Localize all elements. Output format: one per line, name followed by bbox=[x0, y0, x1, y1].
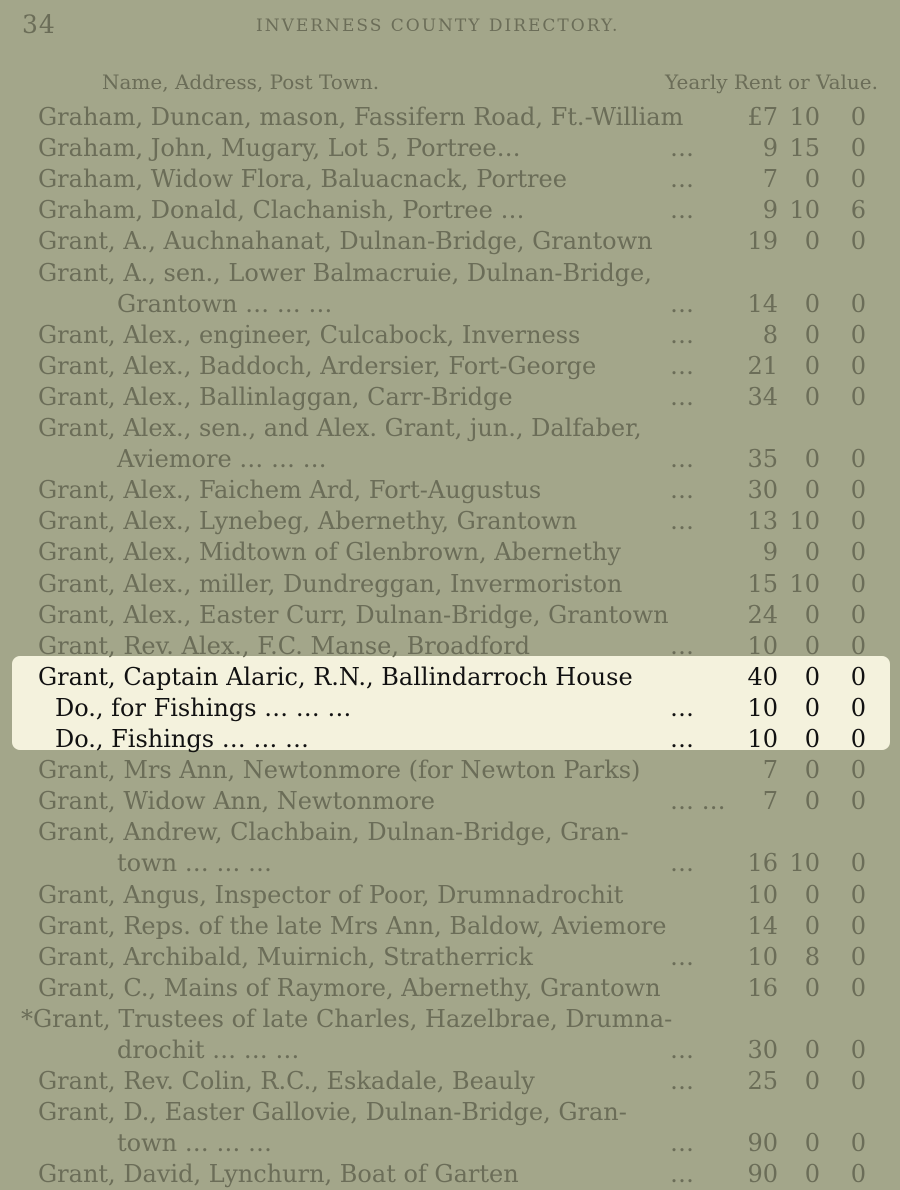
entry-name: *Grant, Trustees of late Charles, Hazelbrae, Drumna- bbox=[21, 1004, 673, 1033]
rent-shillings: 0 bbox=[804, 1129, 820, 1158]
rent-shillings: 0 bbox=[804, 600, 820, 629]
rent-pence: 0 bbox=[850, 1067, 866, 1096]
rent-pounds: 13 bbox=[747, 507, 778, 536]
directory-row bbox=[0, 351, 900, 382]
rent-shillings: 15 bbox=[789, 134, 820, 163]
rent-shillings: 10 bbox=[789, 196, 820, 225]
entry-name: drochit … … … bbox=[117, 1036, 300, 1064]
directory-row bbox=[0, 1097, 900, 1128]
directory-row bbox=[0, 693, 900, 724]
directory-row bbox=[0, 258, 900, 289]
leader-dots: … bbox=[670, 1129, 694, 1158]
rent-pounds: 10 bbox=[747, 942, 778, 971]
rent-pence: 6 bbox=[850, 196, 866, 225]
leader-dots: … bbox=[670, 134, 694, 163]
rent-pence: 0 bbox=[850, 600, 866, 629]
directory-row bbox=[0, 164, 900, 195]
rent-shillings: 0 bbox=[804, 693, 820, 722]
rent-pence: 0 bbox=[850, 103, 866, 131]
directory-row bbox=[0, 817, 900, 848]
directory-row bbox=[0, 942, 900, 973]
entry-rent bbox=[738, 1035, 878, 1066]
leader-dots: … bbox=[670, 849, 694, 878]
rent-shillings: 0 bbox=[804, 165, 820, 194]
rent-pence: 0 bbox=[850, 1129, 866, 1158]
directory-row bbox=[0, 1004, 900, 1035]
entry-rent bbox=[738, 1066, 878, 1097]
directory-row bbox=[0, 786, 900, 817]
rent-pence: 0 bbox=[850, 662, 866, 691]
entry-rent bbox=[738, 942, 878, 973]
leader-dots: … bbox=[670, 476, 694, 505]
leader-dots: … bbox=[670, 1036, 694, 1064]
entry-rent bbox=[738, 786, 878, 817]
rent-shillings: 0 bbox=[804, 787, 820, 816]
directory-row bbox=[0, 880, 900, 911]
entry-rent bbox=[738, 351, 878, 382]
rent-pounds: 30 bbox=[747, 476, 778, 505]
rent-pounds: 21 bbox=[747, 351, 778, 380]
entry-rent bbox=[738, 973, 878, 1004]
rent-shillings: 10 bbox=[789, 569, 820, 598]
rent-pence: 0 bbox=[850, 911, 866, 940]
rent-shillings: 0 bbox=[804, 476, 820, 505]
directory-row bbox=[0, 102, 900, 133]
rent-shillings: 0 bbox=[804, 1036, 820, 1064]
entry-name: Grant, A., Auchnahanat, Dulnan-Bridge, Grantown bbox=[38, 227, 653, 256]
rent-pence: 0 bbox=[850, 631, 866, 660]
directory-row bbox=[0, 724, 900, 755]
rent-pounds: 7 bbox=[762, 165, 778, 194]
directory-row bbox=[0, 848, 900, 879]
entry-name: Grant, C., Mains of Raymore, Abernethy, Grantown bbox=[38, 973, 661, 1002]
entry-name: Grant, Alex., Baddoch, Ardersier, Fort-George bbox=[38, 351, 597, 380]
entry-rent bbox=[738, 911, 878, 942]
entry-name: Grant, Alex., Easter Curr, Dulnan-Bridge, Grantown bbox=[38, 600, 669, 629]
entry-name: Aviemore … … … bbox=[117, 445, 327, 474]
rent-pounds: 16 bbox=[747, 973, 778, 1002]
entry-name: Grant, Alex., Lynebeg, Abernethy, Grantown bbox=[38, 507, 578, 536]
entry-name: Grant, Archibald, Muirnich, Stratherrick bbox=[38, 942, 533, 971]
rent-pence: 0 bbox=[850, 165, 866, 194]
directory-row bbox=[0, 475, 900, 506]
rent-shillings: 10 bbox=[789, 103, 820, 131]
leader-dots: … bbox=[670, 725, 694, 753]
entry-name: Grant, Alex., Midtown of Glenbrown, Abernethy bbox=[38, 538, 621, 567]
rent-pounds: 24 bbox=[747, 600, 778, 629]
entry-name: Grant, Alex., Ballinlaggan, Carr-Bridge bbox=[38, 382, 513, 411]
entry-rent bbox=[738, 475, 878, 506]
directory-row bbox=[0, 973, 900, 1004]
entry-rent bbox=[738, 662, 878, 693]
entry-name: town … … … bbox=[117, 1129, 272, 1158]
directory-row bbox=[0, 600, 900, 631]
leader-dots: … bbox=[670, 631, 694, 660]
rent-pence: 0 bbox=[850, 849, 866, 878]
rent-shillings: 0 bbox=[804, 631, 820, 660]
rent-pence: 0 bbox=[850, 569, 866, 598]
rent-pence: 0 bbox=[850, 476, 866, 505]
entry-name: Grant, Reps. of the late Mrs Ann, Baldow, Aviemore bbox=[38, 911, 667, 940]
rent-pence: 0 bbox=[850, 320, 866, 349]
rent-pounds: 10 bbox=[747, 880, 778, 909]
rent-pence: 0 bbox=[850, 1036, 866, 1064]
rent-pounds: 7 bbox=[762, 787, 778, 816]
rent-shillings: 0 bbox=[804, 1160, 820, 1189]
leader-dots: … bbox=[670, 289, 694, 318]
entry-name: Grant, Alex., sen., and Alex. Grant, jun., Dalfaber, bbox=[38, 414, 642, 442]
rent-pence: 0 bbox=[850, 289, 866, 318]
column-header-rent: Yearly Rent or Value. bbox=[665, 70, 878, 94]
entry-rent bbox=[738, 133, 878, 164]
rent-pence: 0 bbox=[850, 756, 866, 785]
rent-shillings: 10 bbox=[789, 849, 820, 878]
rent-shillings: 0 bbox=[804, 756, 820, 785]
entry-name: town … … … bbox=[117, 849, 272, 878]
leader-dots: … bbox=[670, 320, 694, 349]
running-head: INVERNESS COUNTY DIRECTORY. bbox=[256, 16, 620, 36]
entry-rent bbox=[738, 1159, 878, 1190]
column-headers bbox=[102, 70, 878, 94]
entry-rent bbox=[738, 848, 878, 879]
entry-name: Graham, Widow Flora, Baluacnack, Portree bbox=[38, 165, 567, 194]
rent-pence: 0 bbox=[850, 445, 866, 474]
directory-row bbox=[0, 755, 900, 786]
leader-dots: … … bbox=[670, 787, 726, 816]
rent-pence: 0 bbox=[850, 1160, 866, 1189]
entry-name: Grant, Mrs Ann, Newtonmore (for Newton Parks) bbox=[38, 756, 641, 785]
rent-shillings: 0 bbox=[804, 289, 820, 318]
directory-row bbox=[0, 320, 900, 351]
entry-rent bbox=[738, 817, 878, 848]
rent-pounds: 16 bbox=[747, 849, 778, 878]
directory-row bbox=[0, 1128, 900, 1159]
rent-pence: 0 bbox=[850, 942, 866, 971]
directory-row bbox=[0, 382, 900, 413]
entry-rent bbox=[738, 755, 878, 786]
directory-row bbox=[0, 195, 900, 226]
rent-pence: 0 bbox=[850, 382, 866, 411]
rent-pounds: 7 bbox=[762, 756, 778, 785]
entry-rent bbox=[738, 195, 878, 226]
entry-rent bbox=[738, 880, 878, 911]
rent-pence: 0 bbox=[850, 538, 866, 567]
rent-pence: 0 bbox=[850, 725, 866, 753]
entry-rent bbox=[738, 1097, 878, 1128]
rent-pounds: 90 bbox=[747, 1129, 778, 1158]
entry-rent bbox=[738, 600, 878, 631]
entry-rent bbox=[738, 164, 878, 195]
entry-name: Grant, Alex., Faichem Ard, Fort-Augustus bbox=[38, 476, 542, 505]
directory-row bbox=[0, 911, 900, 942]
rent-pounds: 34 bbox=[747, 382, 778, 411]
leader-dots: … bbox=[670, 351, 694, 380]
rent-shillings: 0 bbox=[804, 1067, 820, 1096]
entry-name: Grant, Alex., miller, Dundreggan, Invermoriston bbox=[38, 569, 623, 598]
rent-pence: 0 bbox=[850, 787, 866, 816]
rent-pence: 0 bbox=[850, 507, 866, 536]
entry-name: Grant, Rev. Alex., F.C. Manse, Broadford bbox=[38, 631, 531, 660]
directory-row bbox=[0, 1066, 900, 1097]
rent-pounds: 14 bbox=[747, 289, 778, 318]
leader-dots: … bbox=[670, 382, 694, 411]
rent-shillings: 0 bbox=[804, 880, 820, 909]
rent-shillings: 0 bbox=[804, 320, 820, 349]
entry-name: Grant, David, Lynchurn, Boat of Garten bbox=[38, 1160, 519, 1189]
directory-row bbox=[0, 289, 900, 320]
entry-name: Grant, Widow Ann, Newtonmore bbox=[38, 787, 435, 816]
entry-name: Grant, A., sen., Lower Balmacruie, Dulnan-Bridge, bbox=[38, 258, 652, 287]
rent-pounds: 25 bbox=[747, 1067, 778, 1096]
entry-rent bbox=[738, 226, 878, 257]
leader-dots: … bbox=[670, 1067, 694, 1096]
rent-shillings: 0 bbox=[804, 382, 820, 411]
leader-dots: … bbox=[670, 1160, 694, 1189]
entry-name: Do., for Fishings … … … bbox=[55, 693, 352, 722]
entry-name: Graham, Duncan, mason, Fassifern Road, Ft.-William bbox=[38, 103, 684, 131]
directory-row bbox=[0, 413, 900, 444]
leader-dots: … bbox=[670, 693, 694, 722]
directory-row bbox=[0, 537, 900, 568]
entry-rent bbox=[738, 569, 878, 600]
leader-dots: … bbox=[670, 507, 694, 536]
entry-rent bbox=[738, 724, 878, 755]
entry-name: Grant, Alex., engineer, Culcabock, Inverness bbox=[38, 320, 581, 349]
entry-rent bbox=[738, 320, 878, 351]
entry-name: Grant, Rev. Colin, R.C., Eskadale, Beauly bbox=[38, 1067, 535, 1096]
directory-row bbox=[0, 506, 900, 537]
page-number: 34 bbox=[22, 10, 56, 39]
entry-name: Grant, D., Easter Gallovie, Dulnan-Bridge, Gran- bbox=[38, 1098, 627, 1127]
rent-shillings: 0 bbox=[804, 445, 820, 474]
rent-shillings: 8 bbox=[804, 942, 820, 971]
entry-name: Grant, Captain Alaric, R.N., Ballindarroch House bbox=[38, 662, 633, 691]
leader-dots: … bbox=[670, 942, 694, 971]
rent-pounds: 14 bbox=[747, 911, 778, 940]
rent-pounds: 40 bbox=[747, 662, 778, 691]
rent-shillings: 0 bbox=[804, 973, 820, 1002]
rent-pence: 0 bbox=[850, 880, 866, 909]
rent-shillings: 0 bbox=[804, 227, 820, 256]
entry-rent bbox=[738, 289, 878, 320]
directory-row bbox=[0, 133, 900, 164]
rent-shillings: 0 bbox=[804, 911, 820, 940]
rent-pounds: 90 bbox=[747, 1160, 778, 1189]
rent-pounds: 8 bbox=[762, 320, 778, 349]
entry-name: Grant, Angus, Inspector of Poor, Drumnadrochit bbox=[38, 880, 624, 909]
entry-rent bbox=[738, 537, 878, 568]
entry-name: Grantown … … … bbox=[117, 289, 333, 318]
entry-rent bbox=[738, 1004, 878, 1035]
rent-shillings: 0 bbox=[804, 351, 820, 380]
rent-pence: 0 bbox=[850, 693, 866, 722]
rent-pounds: 10 bbox=[747, 725, 778, 753]
entry-name: Do., Fishings … … … bbox=[55, 725, 309, 753]
rent-pence: 0 bbox=[850, 973, 866, 1002]
rent-pounds: 9 bbox=[762, 134, 778, 163]
rent-pounds: 35 bbox=[747, 445, 778, 474]
rent-pounds: 30 bbox=[747, 1036, 778, 1064]
rent-shillings: 0 bbox=[804, 538, 820, 567]
rent-pounds: £7 bbox=[747, 103, 778, 131]
directory-row bbox=[0, 631, 900, 662]
entry-rent bbox=[738, 631, 878, 662]
rent-pounds: 10 bbox=[747, 631, 778, 660]
directory-row bbox=[0, 226, 900, 257]
rent-shillings: 10 bbox=[789, 507, 820, 536]
entry-rent bbox=[738, 413, 878, 444]
entry-rent bbox=[738, 693, 878, 724]
leader-dots: … bbox=[670, 165, 694, 194]
rent-pence: 0 bbox=[850, 227, 866, 256]
entry-name: Grant, Andrew, Clachbain, Dulnan-Bridge, Gran- bbox=[38, 818, 629, 847]
rent-pence: 0 bbox=[850, 134, 866, 163]
rent-pounds: 19 bbox=[747, 227, 778, 256]
entry-rent bbox=[738, 506, 878, 537]
rent-pounds: 9 bbox=[762, 538, 778, 567]
rent-pounds: 15 bbox=[747, 569, 778, 598]
leader-dots: … bbox=[670, 445, 694, 474]
directory-row bbox=[0, 1159, 900, 1190]
directory-row bbox=[0, 662, 900, 693]
entry-rent bbox=[738, 102, 878, 133]
directory-row bbox=[0, 444, 900, 475]
column-header-name: Name, Address, Post Town. bbox=[102, 70, 380, 94]
entry-name: Graham, Donald, Clachanish, Portree … bbox=[38, 196, 525, 225]
entry-rent bbox=[738, 258, 878, 289]
rent-shillings: 0 bbox=[804, 725, 820, 753]
leader-dots: … bbox=[670, 196, 694, 225]
rent-pence: 0 bbox=[850, 351, 866, 380]
rent-pounds: 9 bbox=[762, 196, 778, 225]
entry-rent bbox=[738, 382, 878, 413]
directory-row bbox=[0, 569, 900, 600]
directory-row bbox=[0, 1035, 900, 1066]
rent-pounds: 10 bbox=[747, 693, 778, 722]
entry-rent bbox=[738, 1128, 878, 1159]
rent-shillings: 0 bbox=[804, 662, 820, 691]
entry-name: Graham, John, Mugary, Lot 5, Portree… bbox=[38, 134, 521, 163]
entry-rent bbox=[738, 444, 878, 475]
